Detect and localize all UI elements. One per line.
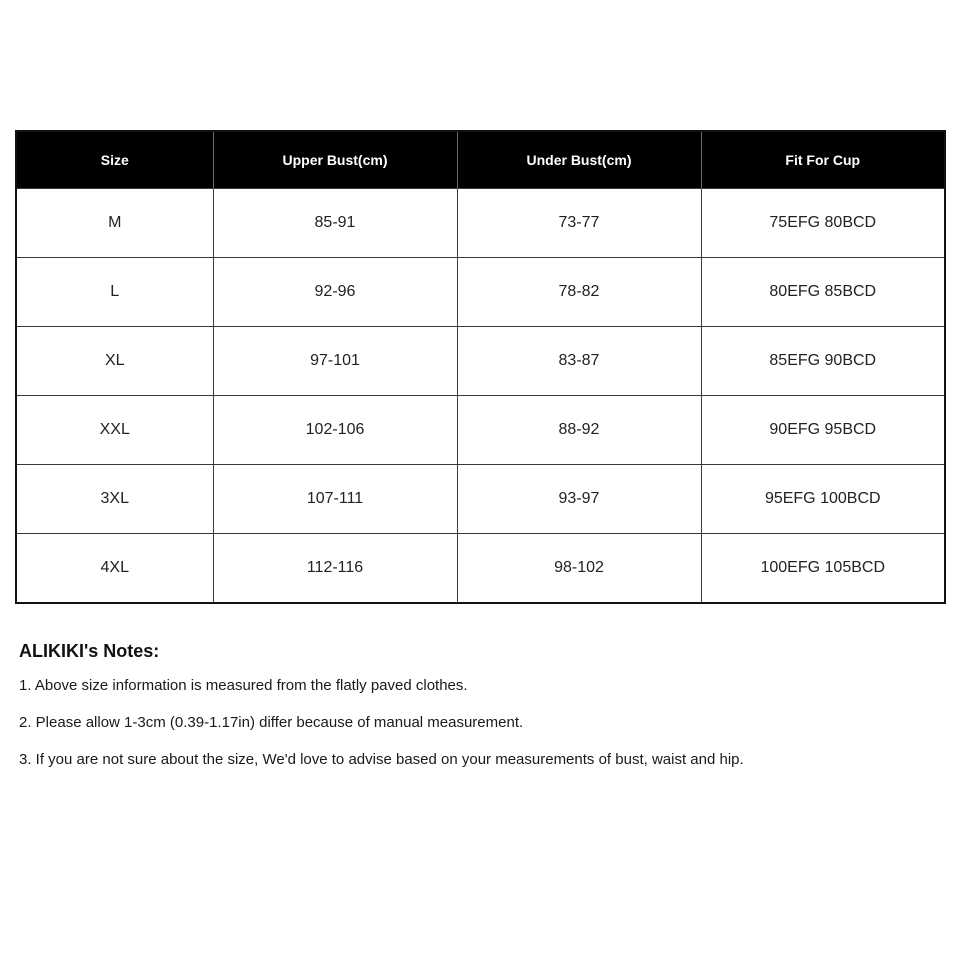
cell-fit-for-cup: 90EFG 95BCD bbox=[701, 396, 945, 465]
size-chart-table bbox=[15, 130, 946, 604]
cell-upper-bust: 85-91 bbox=[213, 189, 457, 258]
cell-under-bust: 98-102 bbox=[457, 534, 701, 604]
note-item: 3. If you are not sure about the size, We'd love to advise based on your measurements of bust, waist and hip. bbox=[19, 751, 744, 768]
cell-fit-for-cup: 100EFG 105BCD bbox=[701, 534, 945, 604]
note-item: 1. Above size information is measured from the flatly paved clothes. bbox=[19, 677, 468, 694]
header-under-bust: Under Bust(cm) bbox=[457, 131, 701, 189]
header-upper-bust: Upper Bust(cm) bbox=[213, 131, 457, 189]
cell-under-bust: 83-87 bbox=[457, 327, 701, 396]
cell-fit-for-cup: 80EFG 85BCD bbox=[701, 258, 945, 327]
cell-upper-bust: 102-106 bbox=[213, 396, 457, 465]
cell-size: 3XL bbox=[16, 465, 213, 534]
table-row bbox=[16, 327, 945, 396]
cell-upper-bust: 92-96 bbox=[213, 258, 457, 327]
table-row bbox=[16, 258, 945, 327]
cell-upper-bust: 97-101 bbox=[213, 327, 457, 396]
cell-under-bust: 73-77 bbox=[457, 189, 701, 258]
table-row bbox=[16, 465, 945, 534]
cell-upper-bust: 112-116 bbox=[213, 534, 457, 604]
note-item: 2. Please allow 1-3cm (0.39-1.17in) differ because of manual measurement. bbox=[19, 714, 524, 731]
cell-fit-for-cup: 95EFG 100BCD bbox=[701, 465, 945, 534]
cell-fit-for-cup: 75EFG 80BCD bbox=[701, 189, 945, 258]
table-header-row bbox=[16, 131, 945, 189]
cell-under-bust: 78-82 bbox=[457, 258, 701, 327]
cell-size: XXL bbox=[16, 396, 213, 465]
table-row bbox=[16, 189, 945, 258]
cell-under-bust: 93-97 bbox=[457, 465, 701, 534]
notes-section bbox=[19, 640, 939, 787]
cell-size: 4XL bbox=[16, 534, 213, 604]
cell-upper-bust: 107-111 bbox=[213, 465, 457, 534]
cell-size: M bbox=[16, 189, 213, 258]
header-fit-for-cup: Fit For Cup bbox=[701, 131, 945, 189]
cell-size: XL bbox=[16, 327, 213, 396]
table-row bbox=[16, 534, 945, 604]
notes-title: ALIKIKI's Notes: bbox=[19, 641, 160, 661]
table-row bbox=[16, 396, 945, 465]
cell-under-bust: 88-92 bbox=[457, 396, 701, 465]
cell-fit-for-cup: 85EFG 90BCD bbox=[701, 327, 945, 396]
header-size: Size bbox=[16, 131, 213, 189]
cell-size: L bbox=[16, 258, 213, 327]
